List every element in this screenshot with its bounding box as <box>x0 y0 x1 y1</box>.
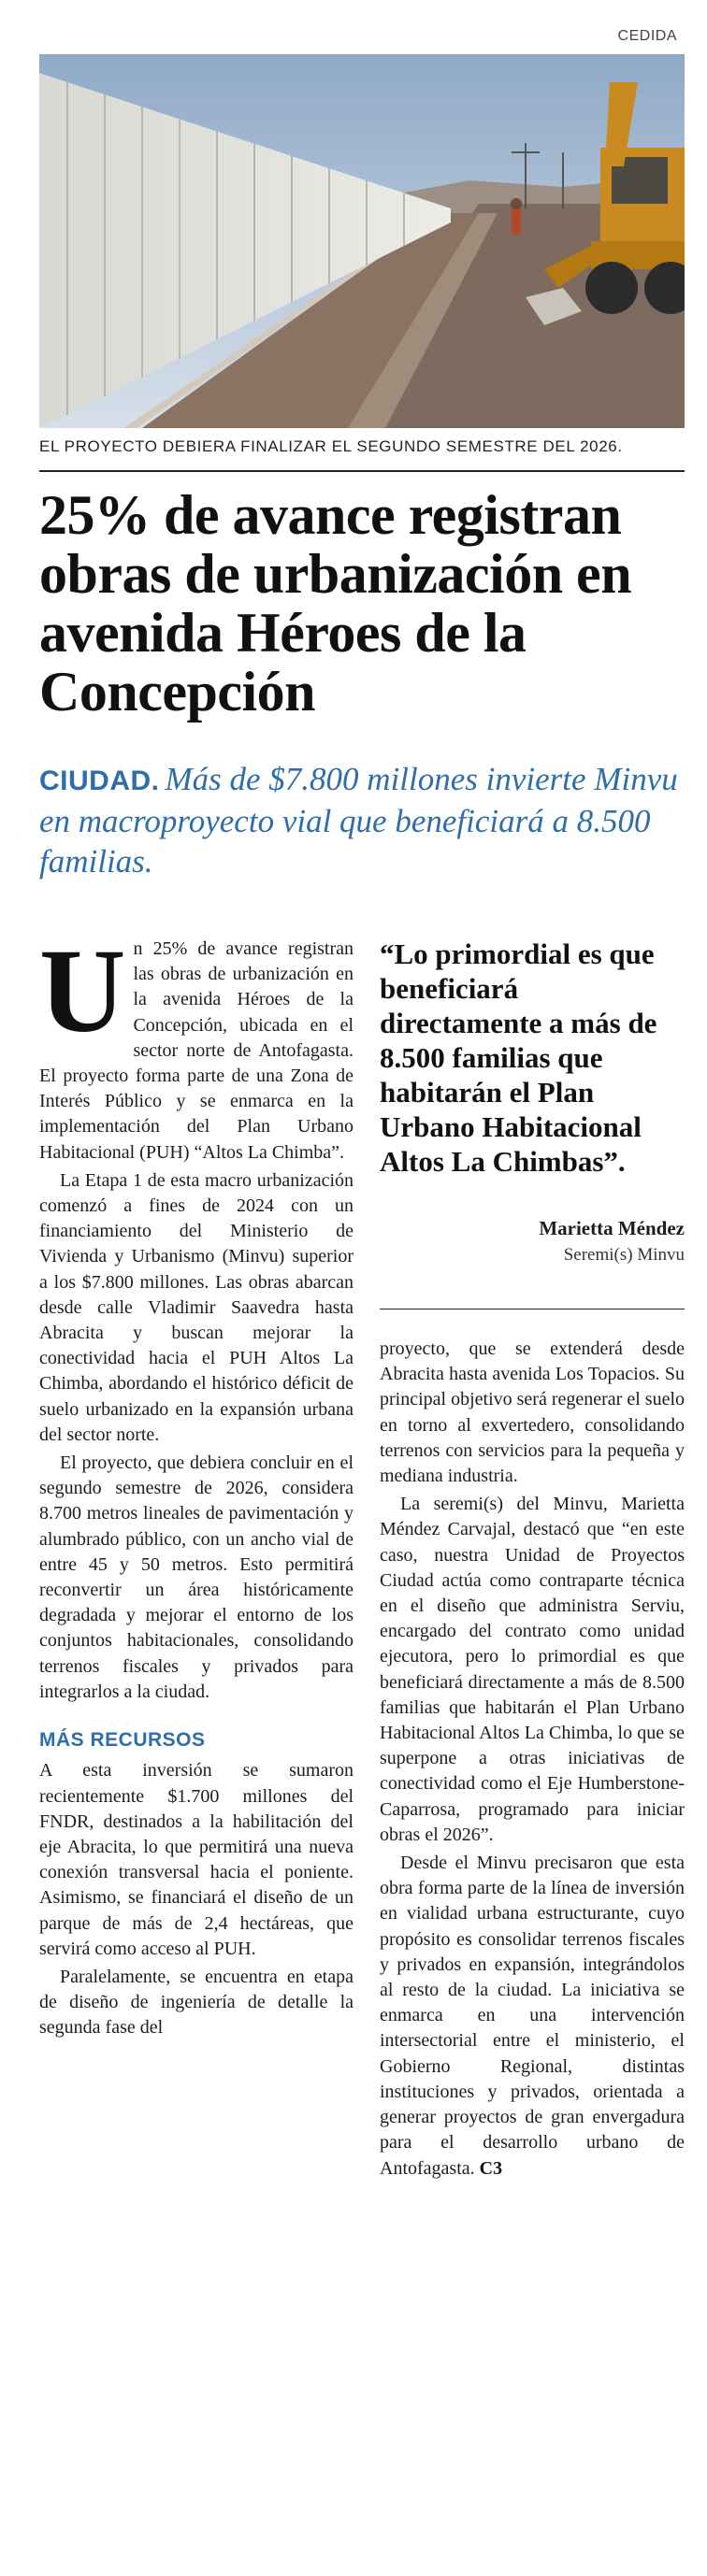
drop-cap: U <box>39 924 126 1057</box>
quote-author: Marietta Méndez <box>539 1217 685 1239</box>
caption-divider <box>39 470 685 472</box>
article-photo <box>39 54 685 428</box>
subhead: MÁS RECURSOS <box>39 1729 206 1752</box>
photo-caption: EL PROYECTO DEBIERA FINALIZAR EL SEGUNDO SEMESTRE DEL 2026. <box>39 437 623 455</box>
body-paragraph: La Etapa 1 de esta macro urbanización comenzó a fines de 2024 con un financiamiento del Ministerio de Vivienda y Urbanismo (Minvu) superior a los $7.800 millones. Las obras abarcan desde calle Vladimir Saavedra hasta Abracita y buscan mejorar la conectividad hacia el PUH Altos La Chimba, abordando el histórico déficit de suelo urbanizado en la expansión urbana del sector norte. <box>39 1169 354 1445</box>
pull-quote: “Lo primordial es que beneficiará directamente a más de 8.500 familias que habitarán el Plan Urbano Habitacional Altos La Chimbas”. <box>380 937 657 1178</box>
body-paragraph <box>39 924 354 1166</box>
body-paragraph: A esta inversión se sumaron recientemente $1.700 millones del FNDR, destinados a la habilitación del eje Abracita, lo que permitirá una nueva conexión transversal hacia el poniente. Asimismo, se financiará el diseño de un parque de más de 2,4 hectáreas, que servirá como acceso al PUH. <box>39 1760 354 1959</box>
end-mark: C3 <box>479 2157 503 2179</box>
body-paragraph: Paralelamente, se encuentra en etapa de diseño de ingeniería de detalle la segunda fase del <box>39 1966 354 2039</box>
body-column-2 <box>380 1337 685 2182</box>
body-paragraph: El proyecto, que debiera concluir en el segundo semestre de 2026, considera 8.700 metros lineales de pavimentación y alumbrado público, con un ancho vial de entre 45 y 50 metros. Esto permitirá reconvertir un área históricamente degradada y mejorar el entorno de los conjuntos habitacionales, consolidando terrenos fiscales y privados para integrarlos a la ciudad. <box>39 1453 354 1702</box>
photo-credit: CEDIDA <box>617 28 677 44</box>
body-paragraph: La seremi(s) del Minvu, Marietta Méndez Carvajal, destacó que “en este caso, nuestra Unidad de Proyectos Ciudad actúa como contraparte técnica en el diseño que administra Serviu, encargado del contrato como unidad ejecutora, pero lo primordial es que beneficiará directamente a más de 8.500 familias que habitarán el Plan Urbano Habitacional Altos La Chimba, lo que se superpone a otras iniciativas de conectividad como el Eje Humberstone-Caparrosa, programado para iniciar obras el 2026”. <box>380 1494 685 1845</box>
body-paragraph: proyecto, que se extenderá desde Abracita hasta avenida Los Topacios. Su principal objetivo será regenerar el suelo en torno al exvertedero, consolidando terrenos con servicios para la pequeña y mediana industria. <box>380 1338 685 1487</box>
deck <box>39 759 685 881</box>
body-paragraph <box>380 1851 685 2182</box>
construction-site-photo <box>39 54 685 428</box>
paragraph-text: n 25% de avance registran las obras de urbanización en la avenida Héroes de la Concepción, ubicada en el sector norte de Antofagasta. El proyecto forma parte de una Zona de Interés Público y se enmarca en la implementación del Plan Urbano Habitacional (PUH) “Altos La Chimba”. <box>39 938 354 1163</box>
body-column-1 <box>39 924 354 2041</box>
quote-author-role: Seremi(s) Minvu <box>563 1245 685 1265</box>
section-kicker: CIUDAD. <box>39 766 160 796</box>
deck-text: Más de $7.800 millones invierte Minvu en macroproyecto vial que beneficiará a 8.500 familias. <box>39 761 678 880</box>
paragraph-text: Desde el Minvu precisaron que esta obra forma parte de la línea de inversión en vialidad urbana estructurante, cuyo propósito es consolidar terrenos fiscales y privados en expansión, integrándolos al resto de la ciudad. La iniciativa se enmarca en una intervención intersectorial entre el ministerio, el Gobierno Regional, distintas instituciones y privados, orientada a generar proyectos de gran envergadura para el desarrollo urbano de Antofagasta. <box>380 1853 685 2179</box>
headline: 25% de avance registran obras de urbanización en avenida Héroes de la Concepción <box>39 484 632 723</box>
